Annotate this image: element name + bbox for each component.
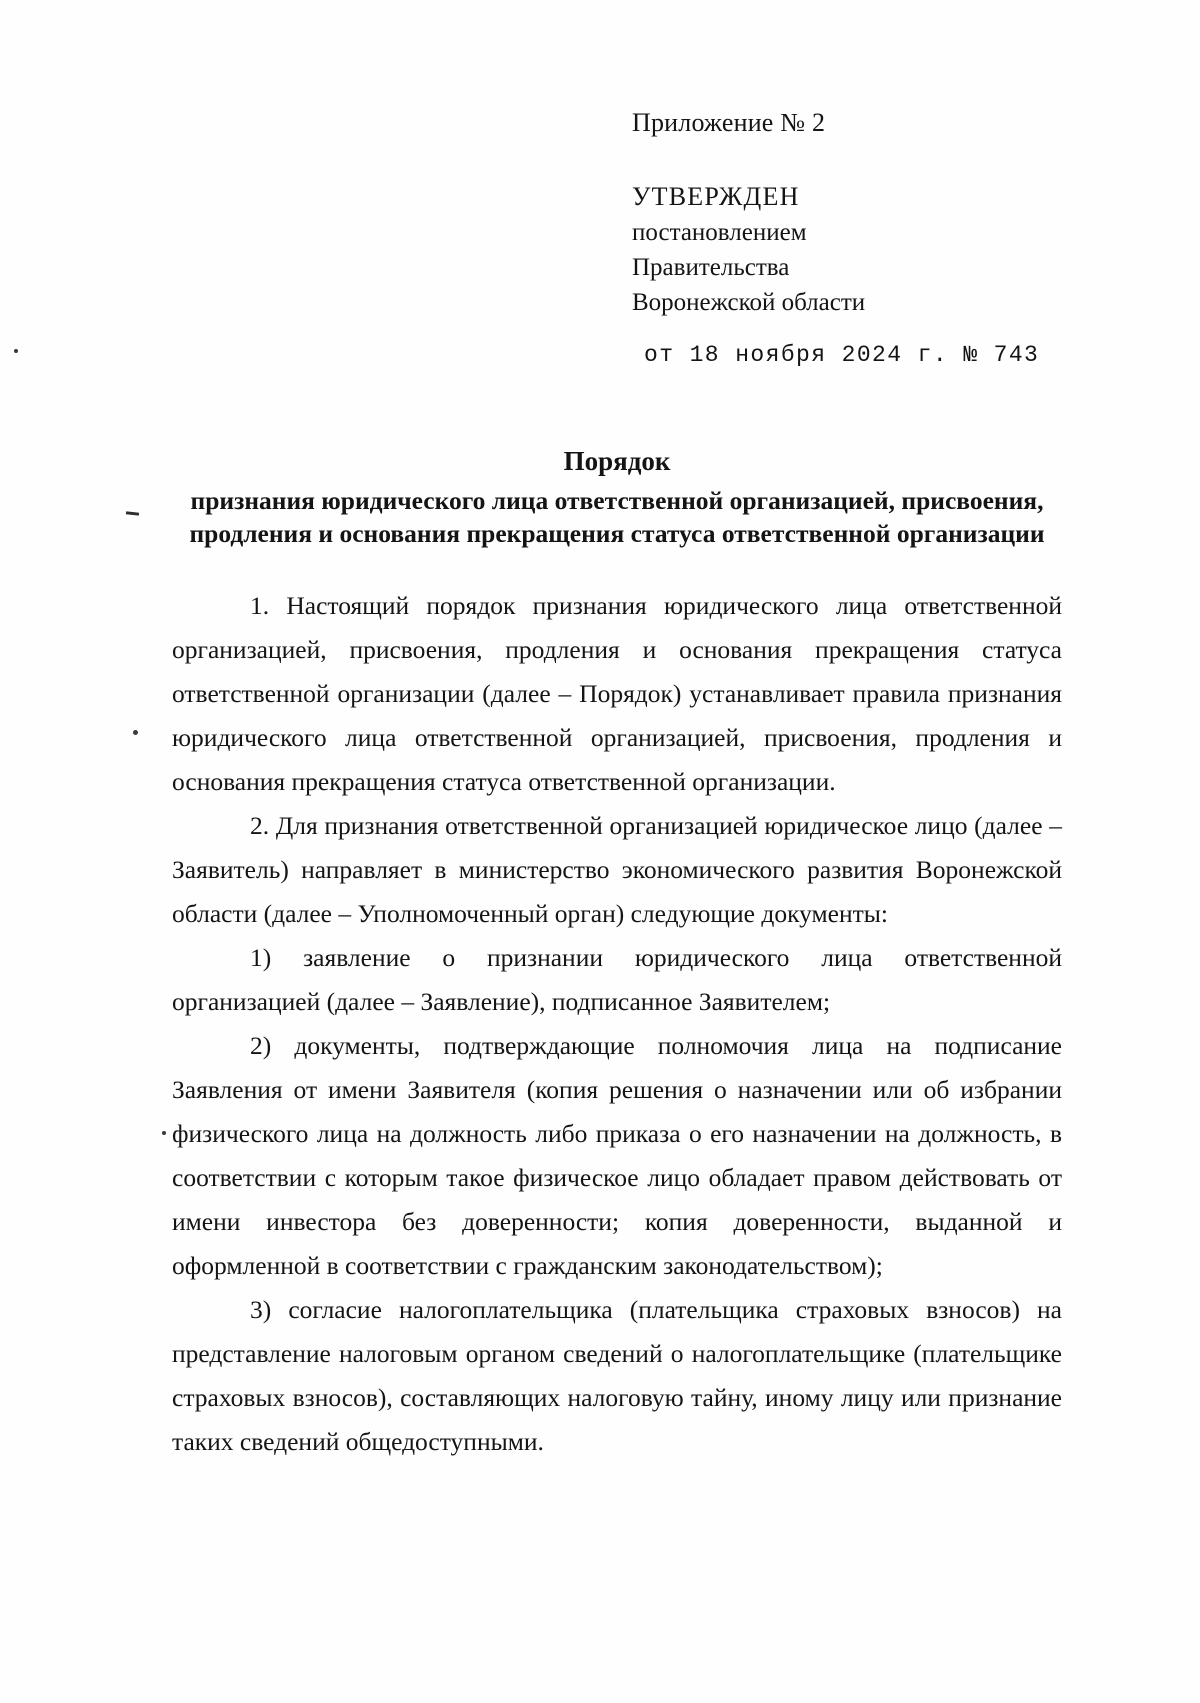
paragraph: 2. Для признания ответственной организацией юридическое лицо (далее – Заявитель) направляет в министерство экономического развития Воронежской области (далее – Уполномоченный орган) следующие документы: [172,811,1062,928]
document-body [172,584,1062,1464]
scan-speck [14,349,18,353]
paragraph: 2) документы, подтверждающие полномочия лица на подписание Заявления от имени Заявителя (копия решения о назначении или об избрании физического лица на должность либо приказа о его назначении на должность, в соответствии с которым такое физическое лицо обладает правом действовать от имени инвестора без доверенности; копия доверенности, выданной и оформленной в соответствии с гражданским законодательством); [172,1031,1062,1280]
page-title: Порядок [563,446,671,476]
approved-by-line-3: Воронежской области [632,289,866,316]
document-content [172,0,1062,1464]
decree-date-number: от 18 ноября 2024 г. № 743 [644,342,1040,368]
page-subtitle: признания юридического лица ответственной организацией, присвоения, продления и основания прекращения статуса ответственной организации [189,486,1045,548]
approved-by-line-2: Правительства [632,254,790,281]
document-title [172,444,1062,550]
paragraph: 3) согласие налогоплательщика (плательщика страховых взносов) на представление налоговым органом сведений о налогоплательщике (плательщике страховых взносов), составляющих налоговую тайну, иному лицу или признание таких сведений общедоступными. [172,1295,1062,1456]
scan-mark [126,511,139,515]
paragraph: 1. Настоящий порядок признания юридического лица ответственной организацией, присвоения, продления и основания прекращения статуса ответственной организации (далее – Порядок) устанавливает правила признания юридического лица ответственной организацией, присвоения, продления и основания прекращения статуса ответственной организации. [172,591,1062,796]
scan-speck [162,1131,166,1135]
approved-word: УТВЕРЖДЕН [632,182,800,211]
scan-speck [133,730,138,735]
document-header [632,104,1052,368]
paragraph: 1) заявление о признании юридического лица ответственной организацией (далее – Заявление), подписанное Заявителем; [172,943,1062,1016]
appendix-label: Приложение № 2 [632,108,826,137]
approved-by-line-1: постановлением [632,219,807,246]
